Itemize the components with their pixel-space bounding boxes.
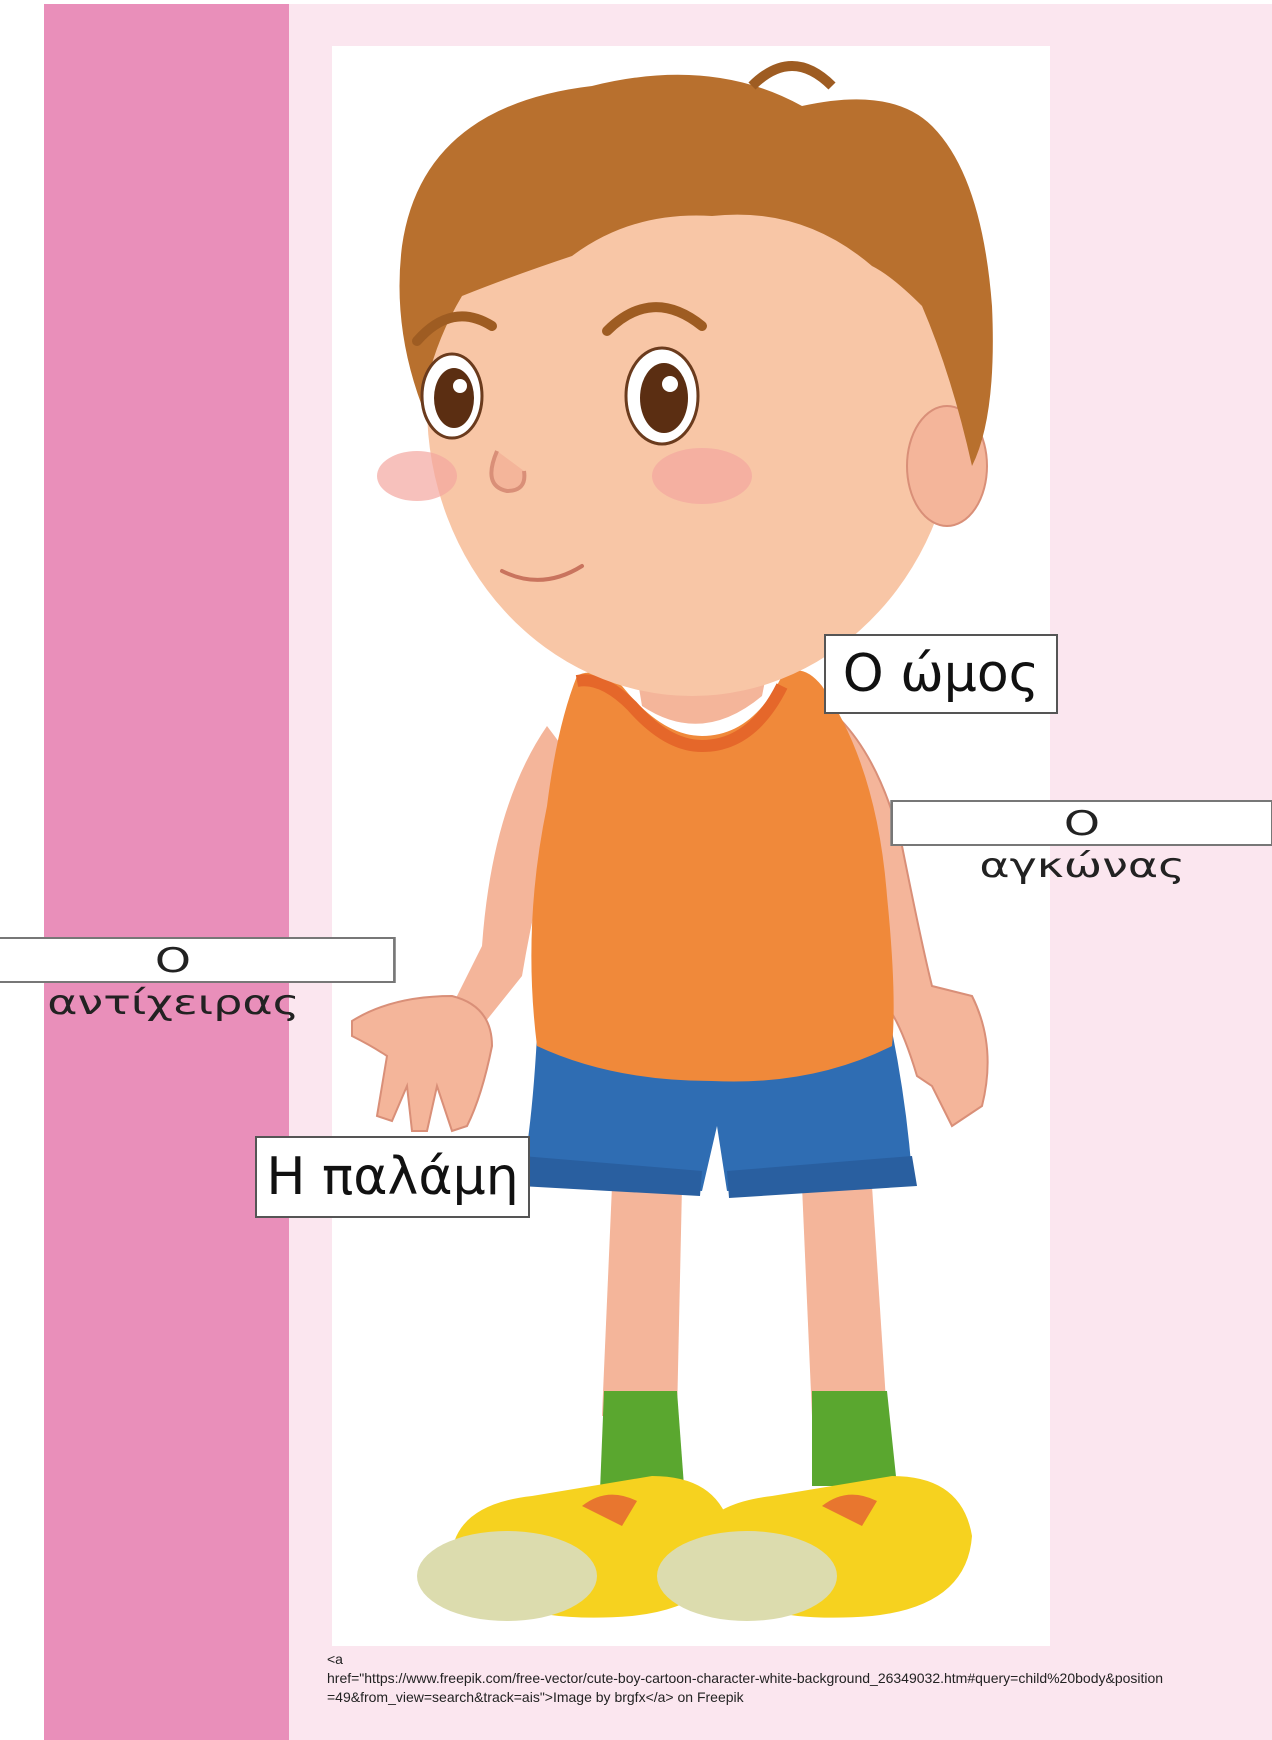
forearm-label-word: αντίχειρας [46,983,300,1023]
credit-line-1: <a [327,1651,343,1667]
shoulder-label-text: Ο ώμος [842,644,1040,704]
forearm-label-box: Ο [0,937,396,983]
elbow-label-box: Ο [890,800,1272,846]
credit-line-3: =49&from_view=search&track=ais">Image by brgfx</a> on Freepik [327,1689,744,1705]
forearm-label [8,937,338,1023]
elbow-label [940,800,1224,886]
palm-label-text: Η παλάμη [266,1147,519,1207]
side-stripe [44,4,289,1740]
credit-line-2: href="https://www.freepik.com/free-vector/cute-boy-cartoon-character-white-background_26349032.htm#query=child%20body&position [327,1670,1164,1686]
palm-label [255,1136,530,1218]
elbow-label-word: αγκώνας [979,846,1185,886]
image-credit [327,1650,1237,1707]
shoulder-label [824,634,1058,714]
